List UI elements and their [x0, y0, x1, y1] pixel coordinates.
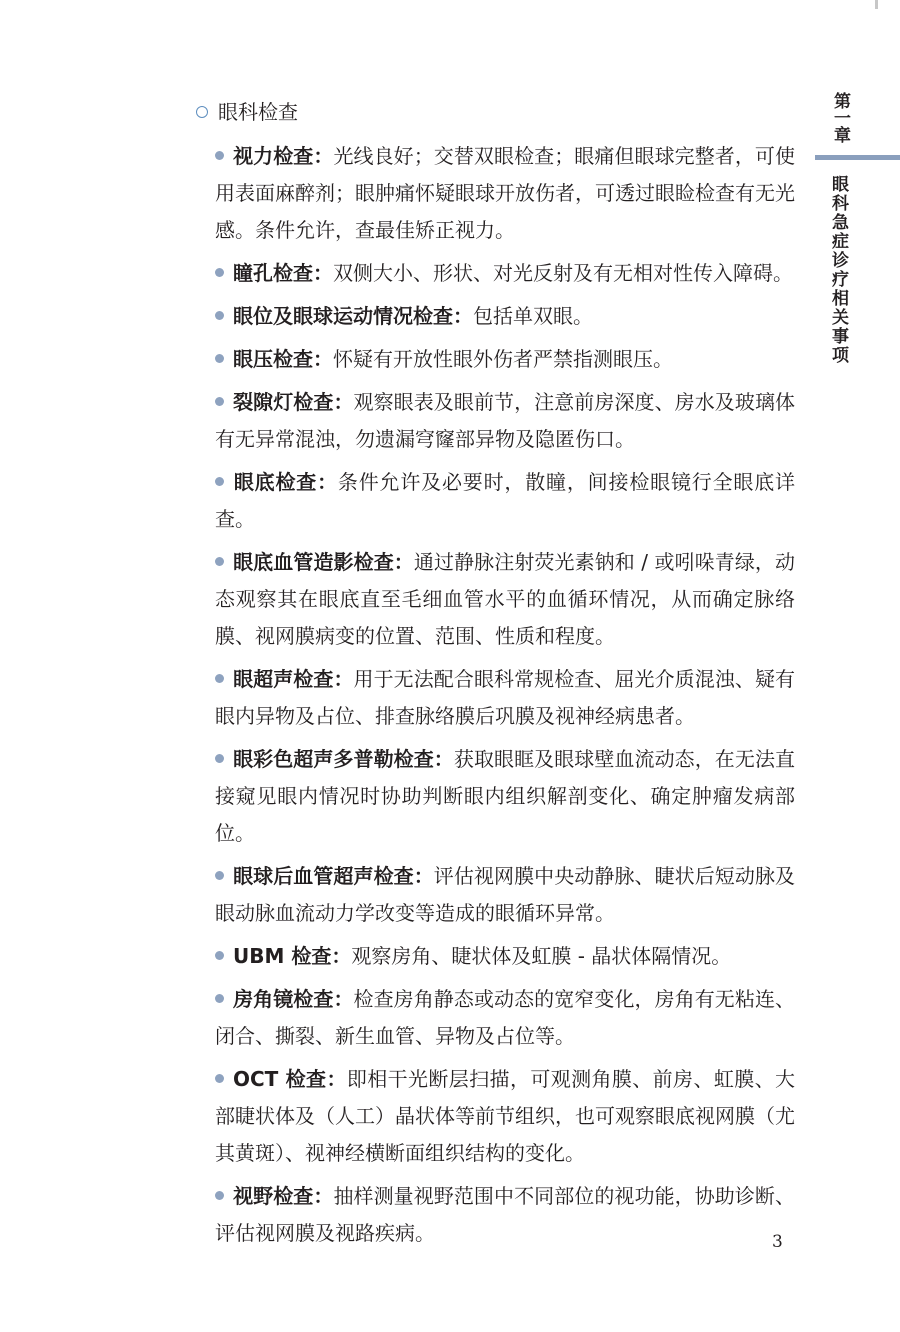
- term-separator: ：: [313, 347, 333, 371]
- bullet-icon: [215, 951, 224, 960]
- item-text: 条件允许及必要时，散瞳，间接检眼镜行全眼底详查。: [215, 470, 796, 531]
- term-separator: ：: [413, 864, 434, 888]
- item-term: 房角镜检查: [233, 987, 334, 1011]
- item-text: 评估视网膜中央动静脉、睫状后短动脉及眼动脉血流动力学改变等造成的眼循环异常。: [215, 864, 796, 925]
- bullet-icon: [215, 354, 224, 363]
- item-text: 用于无法配合眼科常规检查、屈光介质混浊、疑有眼内异物及占位、排查脉络膜后巩膜及视神经病患者。: [215, 667, 796, 728]
- list-item: [215, 741, 795, 852]
- item-term: 瞳孔检查: [233, 261, 313, 285]
- list-item: [215, 255, 795, 292]
- list-item: [215, 858, 795, 932]
- section-heading: [196, 97, 298, 127]
- item-term: 眼压检查: [233, 347, 313, 371]
- chapter-tab: [815, 92, 865, 147]
- bullet-icon: [215, 268, 224, 277]
- bullet-icon: [215, 994, 224, 1003]
- list-item: [215, 464, 795, 538]
- chapter-rule: [815, 155, 900, 160]
- item-term: 视野检查: [233, 1184, 314, 1208]
- list-item: [215, 384, 795, 458]
- term-separator: ：: [393, 550, 414, 574]
- term-separator: ：: [333, 667, 354, 691]
- list-item: [215, 341, 795, 378]
- item-term: 眼彩色超声多普勒检查: [233, 747, 434, 771]
- bullet-icon: [215, 397, 224, 406]
- item-text: 即相干光断层扫描，可观测角膜、前房、虹膜、大部睫状体及（人工）晶状体等前节组织，也可观察眼底视网膜（尤其黄斑）、视神经横断面组织结构的变化。: [215, 1067, 795, 1165]
- bullet-icon: [215, 151, 224, 160]
- term-separator: ：: [331, 944, 352, 968]
- circle-icon: [196, 106, 208, 118]
- bullet-icon: [215, 477, 224, 486]
- list-item: [215, 544, 795, 655]
- item-term: 眼底检查: [233, 470, 318, 494]
- term-separator: ：: [313, 261, 333, 285]
- item-term: 视力检查: [233, 144, 314, 168]
- item-text: 双侧大小、形状、对光反射及有无相对性传入障碍。: [333, 261, 793, 285]
- item-text: 抽样测量视野范围中不同部位的视功能，协助诊断、评估视网膜及视路疾病。: [215, 1184, 796, 1245]
- term-separator: ：: [453, 304, 473, 328]
- page-number: 3: [772, 1232, 783, 1252]
- exam-list: [215, 138, 795, 1258]
- section-heading-text: 眼科检查: [218, 100, 298, 124]
- bullet-icon: [215, 557, 224, 566]
- bullet-icon: [215, 674, 224, 683]
- chapter-title-block: [818, 175, 858, 369]
- chapter-number: 第一章: [830, 92, 850, 143]
- item-text: 通过静脉注射荧光素钠和 / 或吲哚青绿，动态观察其在眼底直至毛细血管水平的血循环情况，从而确定脉络膜、视网膜病变的位置、范围、性质和程度。: [215, 550, 796, 648]
- term-separator: ：: [333, 987, 354, 1011]
- bullet-icon: [215, 871, 224, 880]
- item-term: 眼位及眼球运动情况检查: [233, 304, 453, 328]
- term-separator: ：: [433, 747, 454, 771]
- item-text: 获取眼眶及眼球壁血流动态，在无法直接窥见眼内情况时协助判断眼内组织解剖变化、确定肿瘤发病部位。: [215, 747, 796, 845]
- item-term: OCT 检查: [233, 1067, 327, 1091]
- bullet-icon: [215, 1074, 224, 1083]
- item-text: 光线良好；交替双眼检查；眼痛但眼球完整者，可使用表面麻醉剂；眼肿痛怀疑眼球开放伤者，可透过眼睑检查有无光感。条件允许，查最佳矫正视力。: [215, 144, 796, 242]
- list-item: [215, 1178, 795, 1252]
- list-item: [215, 981, 795, 1055]
- term-separator: ：: [313, 144, 334, 168]
- item-term: 眼球后血管超声检查: [233, 864, 414, 888]
- item-text: 包括单双眼。: [473, 304, 593, 328]
- list-item: [215, 298, 795, 335]
- corner-mark: [875, 0, 878, 9]
- item-text: 怀疑有开放性眼外伤者严禁指测眼压。: [333, 347, 673, 371]
- item-text: 检查房角静态或动态的宽窄变化，房角有无粘连、闭合、撕裂、新生血管、异物及占位等。: [215, 987, 796, 1048]
- chapter-title: 眼科急症诊疗相关事项: [828, 175, 848, 365]
- item-term: 裂隙灯检查: [233, 390, 334, 414]
- bullet-icon: [215, 754, 224, 763]
- item-text: 观察眼表及眼前节，注意前房深度、房水及玻璃体有无异常混浊，勿遗漏穹窿部异物及隐匿伤口。: [215, 390, 796, 451]
- list-item: [215, 1061, 795, 1172]
- list-item: [215, 661, 795, 735]
- item-text: 观察房角、睫状体及虹膜 - 晶状体隔情况。: [351, 944, 732, 968]
- term-separator: ：: [333, 390, 354, 414]
- bullet-icon: [215, 311, 224, 320]
- list-item: [215, 138, 795, 249]
- item-term: UBM 检查: [233, 944, 332, 968]
- term-separator: ：: [326, 1067, 347, 1091]
- term-separator: ：: [317, 470, 338, 494]
- term-separator: ：: [313, 1184, 334, 1208]
- item-term: 眼底血管造影检查: [233, 550, 394, 574]
- list-item: [215, 938, 795, 975]
- item-term: 眼超声检查: [233, 667, 334, 691]
- bullet-icon: [215, 1191, 224, 1200]
